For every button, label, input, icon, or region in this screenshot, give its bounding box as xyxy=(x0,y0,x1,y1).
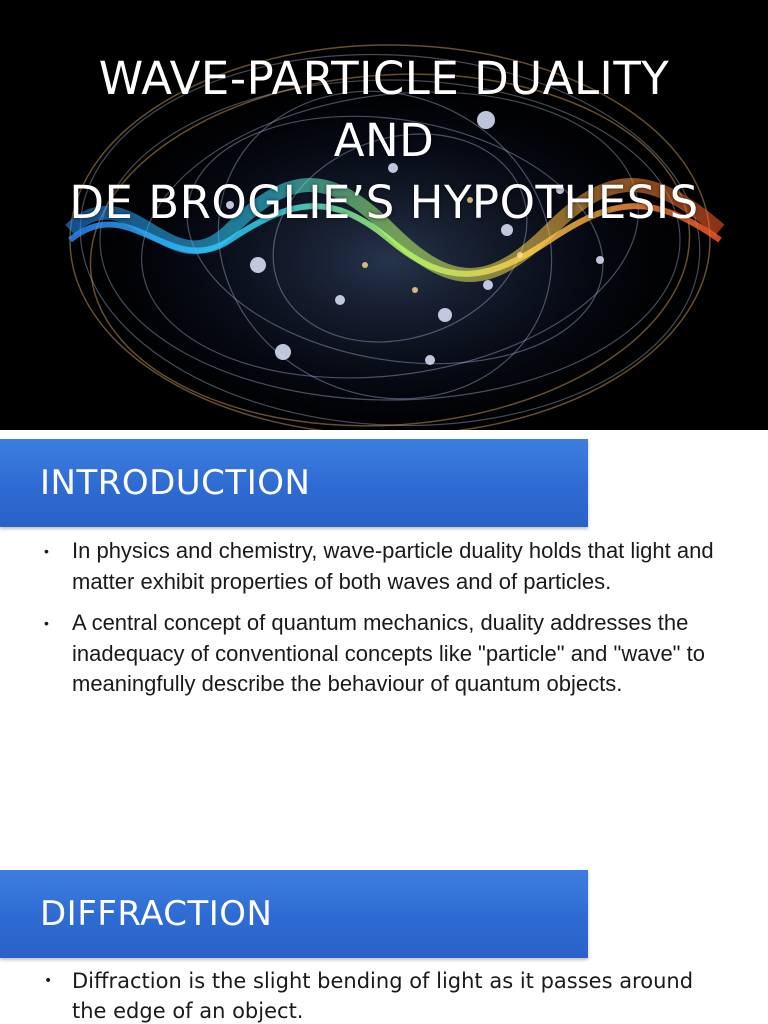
list-item xyxy=(44,608,724,700)
title-line-2: AND xyxy=(333,114,435,167)
section-heading-introduction xyxy=(0,439,588,527)
bullet-icon: • xyxy=(44,543,49,559)
title-slide xyxy=(0,0,768,430)
slide-title xyxy=(0,48,768,234)
list-item xyxy=(44,536,724,597)
section-heading-text: DIFFRACTION xyxy=(40,894,273,934)
bullet-text: Diffraction is the slight bending of light as it passes around the edge of an object. xyxy=(72,969,694,1023)
bullet-text: A central concept of quantum mechanics, duality addresses the inadequacy of conventional concepts like "particle" and "wave" to meaningfully describe the behaviour of quantum objects. xyxy=(72,610,705,696)
bullet-text: In physics and chemistry, wave-particle duality holds that light and matter exhibit properties of both waves and of particles. xyxy=(72,538,714,594)
list-item xyxy=(44,966,724,1024)
section-heading-text: INTRODUCTION xyxy=(40,463,311,503)
title-line-1: WAVE-PARTICLE DUALITY xyxy=(98,52,670,105)
bullet-icon: • xyxy=(44,973,53,989)
diffraction-bullet-list xyxy=(44,966,724,1024)
title-line-3: DE BROGLIE’S HYPOTHESIS xyxy=(69,176,699,229)
introduction-bullet-list xyxy=(44,536,724,711)
bullet-icon: • xyxy=(44,615,49,631)
section-heading-diffraction xyxy=(0,870,588,958)
